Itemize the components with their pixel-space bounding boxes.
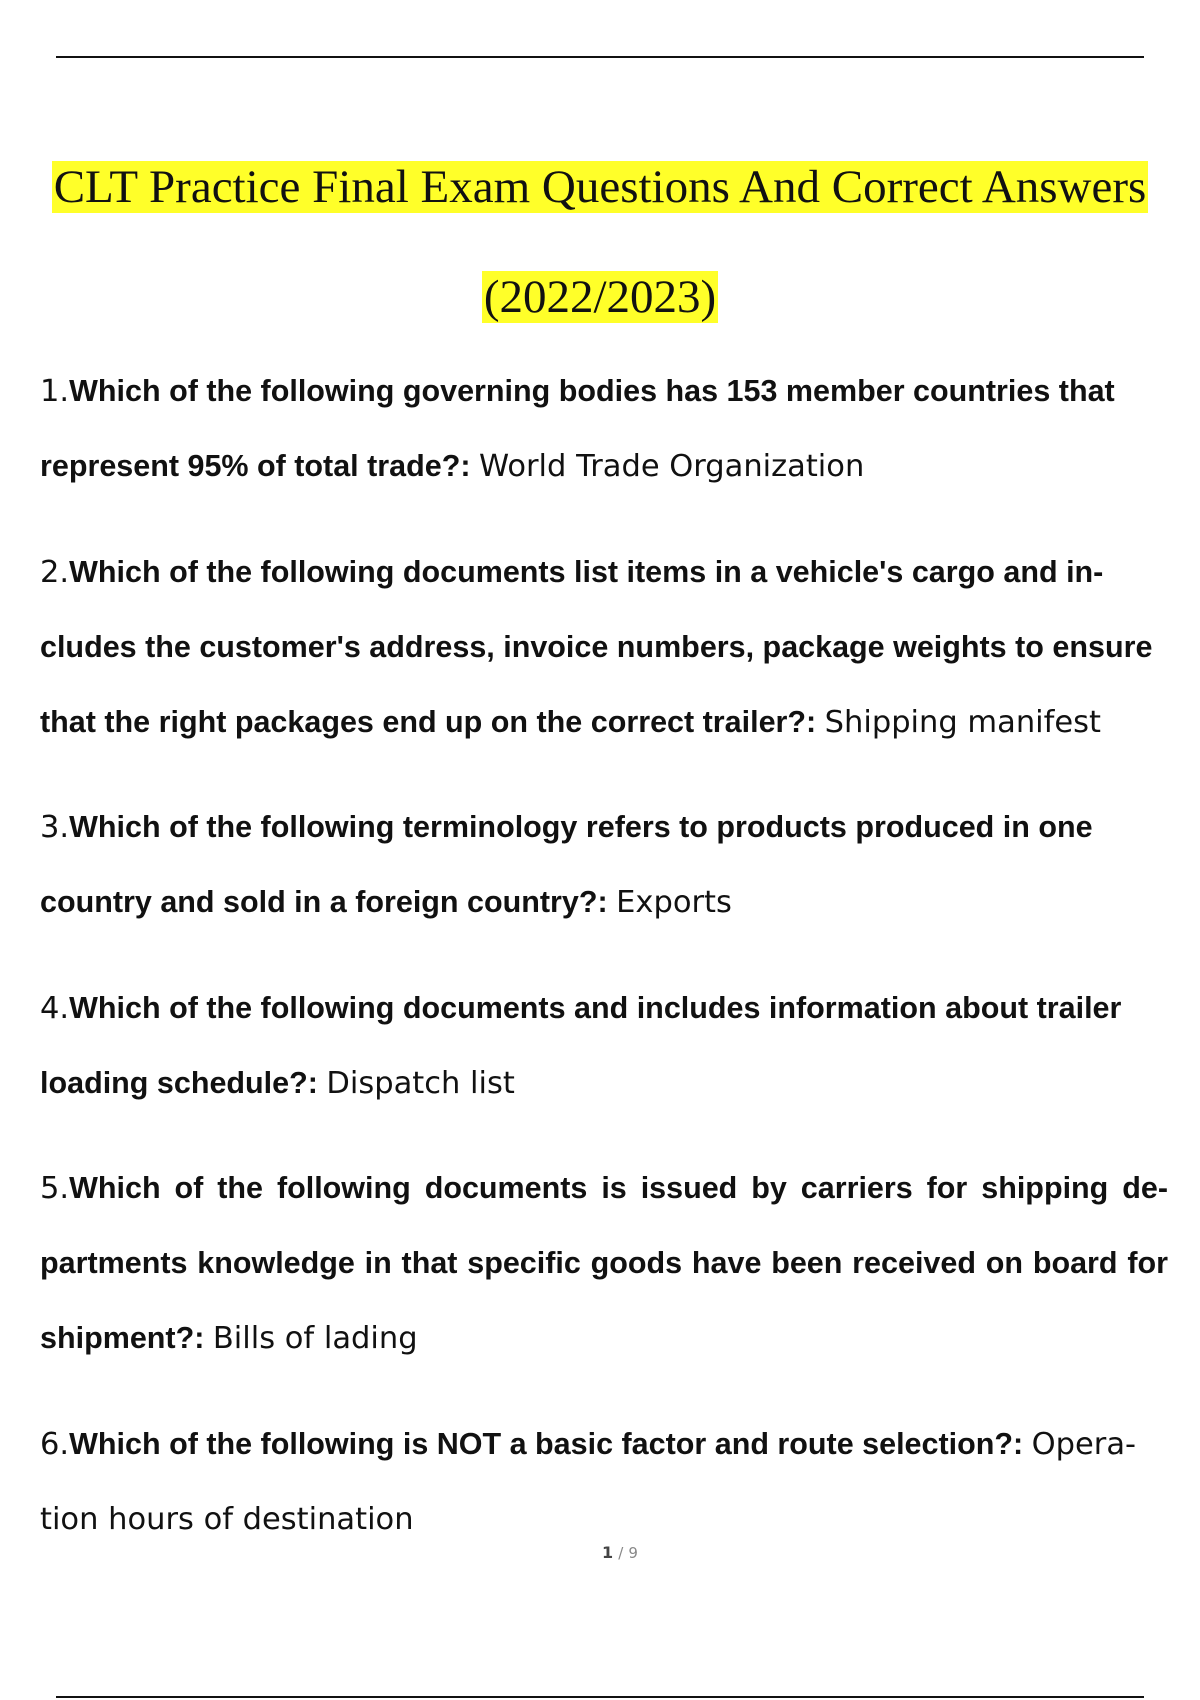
title-line-1: CLT Practice Final Exam Questions And Correct Answers xyxy=(53,161,1147,213)
document-title xyxy=(40,132,1160,352)
question-number: 2. xyxy=(40,554,70,590)
question-text: Which of the following governing bodies has 153 member countries that represent 95% of total trade?: xyxy=(40,374,1115,483)
answer-text: Opera- tion hours of destination xyxy=(40,1426,1137,1537)
question-number: 6. xyxy=(40,1426,70,1462)
question-item-6 xyxy=(40,1407,1168,1557)
page-number xyxy=(0,1543,1200,1562)
question-text: Which of the following terminology refers to products produced in one country and sold in a foreign country?: xyxy=(40,810,1093,919)
answer-text: Exports xyxy=(616,885,732,920)
question-item-1 xyxy=(40,354,1168,504)
page-current: 1 xyxy=(602,1543,614,1562)
question-item-2 xyxy=(40,535,1168,760)
question-item-5 xyxy=(40,1151,1168,1376)
top-rule xyxy=(56,56,1144,58)
answer-text: World Trade Organization xyxy=(478,449,865,484)
answer-text: Bills of lading xyxy=(212,1321,418,1356)
bottom-rule xyxy=(56,1696,1144,1698)
question-text: Which of the following documents and includes information about trailer loading schedule?: xyxy=(40,990,1122,1100)
question-number: 5. xyxy=(40,1171,70,1206)
question-number: 4. xyxy=(40,990,70,1026)
page-total: 9 xyxy=(628,1544,638,1562)
answer-text: Dispatch list xyxy=(326,1065,515,1101)
title-line-2: (2022/2023) xyxy=(483,271,717,323)
answer-text: Shipping manifest xyxy=(824,704,1101,740)
page-separator: / xyxy=(618,1544,624,1562)
question-text: Which of the following is NOT a basic factor and route selection?: xyxy=(69,1426,1024,1461)
question-item-4 xyxy=(40,971,1168,1121)
question-text: Which of the following documents list items in a vehicle's cargo and in- cludes the customer's address, invoice numbers, package weights to ensure that the right packages end up on the correct trailer?: xyxy=(40,554,1153,739)
question-item-3 xyxy=(40,790,1168,940)
question-number: 1. xyxy=(40,374,70,409)
question-list xyxy=(40,354,1168,1570)
question-text: Which of the following documents is issued by carriers for shipping de- partments knowledge in that specific goods have been received on board for shipment?: xyxy=(40,1171,1168,1355)
question-number: 3. xyxy=(40,810,70,845)
